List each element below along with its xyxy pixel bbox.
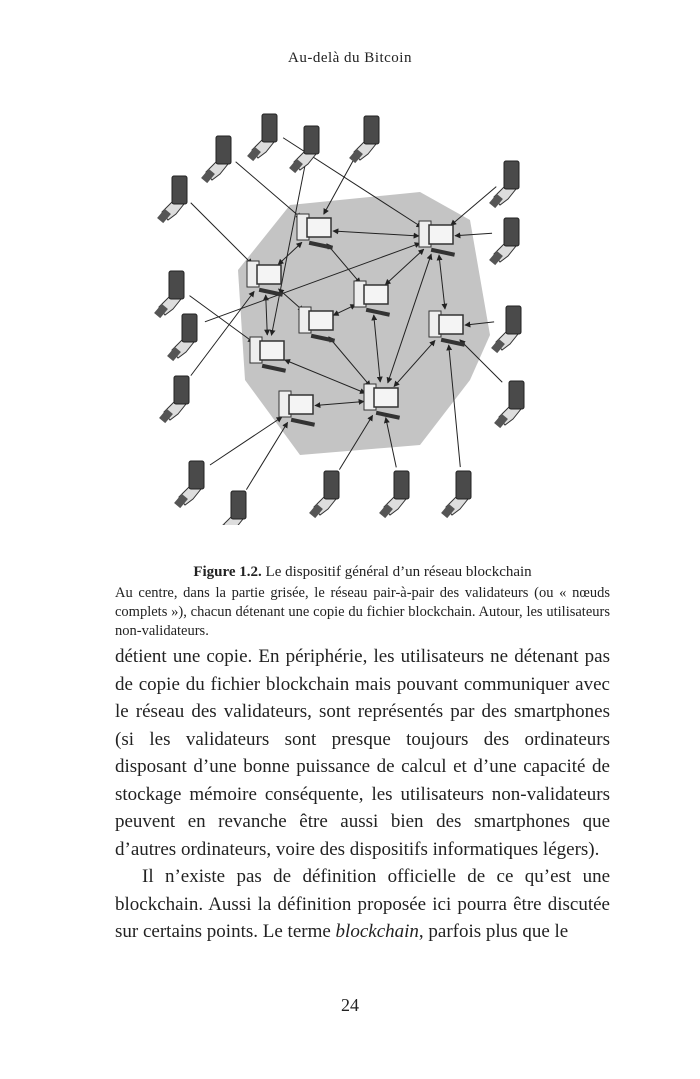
smartphone-user-icon [494,381,524,428]
smartphone-user-icon [157,176,187,223]
smartphone-user-icon [379,471,409,518]
figure-title: Le dispositif général d’un réseau blockchain [265,564,532,580]
user-link [236,162,302,219]
smartphone-user-icon [167,314,197,361]
smartphone-user-icon [174,461,204,508]
paragraph [115,863,610,946]
smartphone-user-icon [349,116,379,163]
figure-label: Figure 1.2. [193,564,262,580]
text: Il n’existe pas de définition officielle de ce qu’est une blockchain. Aussi la définition proposée ici pourra être discutée sur certains points. Le terme [115,866,610,942]
paragraph: détient une copie. En périphérie, les utilisateurs ne détenant pas de copie du fichier blockchain mais pouvant communiquer avec le réseau des validateurs, sont représentés par des smartphones (si les validateurs sont presque toujours des ordinateurs disposant d’une bonne puissance de calcul et d’une capacité de stockage mémoire conséquente, les utilisateurs non-validateurs peuvent en revanche être aussi bien des smartphones que d’autres ordinateurs, voire des dispositifs informatiques légers). [115,646,610,860]
smartphone-user-icon [441,471,471,518]
user-link [246,422,287,489]
body-text [115,643,610,946]
smartphone-user-icon [489,161,519,208]
smartphone-user-icon [216,491,246,525]
smartphone-user-icon [159,376,189,423]
page-number: 24 [341,995,359,1015]
figure-caption-title [115,563,610,582]
user-link [191,203,253,265]
smartphone-user-icon [489,218,519,265]
figure-caption: Au centre, dans la partie grisée, le réseau pair-à-pair des validateurs (ou « nœuds complets »), chacun détenant une copie du fichier blockchain. Autour, les utilisateurs non-validateurs. [115,585,610,639]
user-link [451,187,497,226]
text: , parfois plus que le [418,921,569,942]
user-link [210,417,282,465]
smartphone-user-icon [289,126,319,173]
smartphone-user-icon [201,136,231,183]
italic-term: blockchain [335,921,419,942]
blockchain-network-diagram [145,105,555,525]
smartphone-user-icon [154,271,184,318]
smartphone-user-icon [247,114,277,161]
smartphone-user-icon [309,471,339,518]
smartphone-user-icon [491,306,521,353]
running-header: Au-delà du Bitcoin [288,50,412,66]
